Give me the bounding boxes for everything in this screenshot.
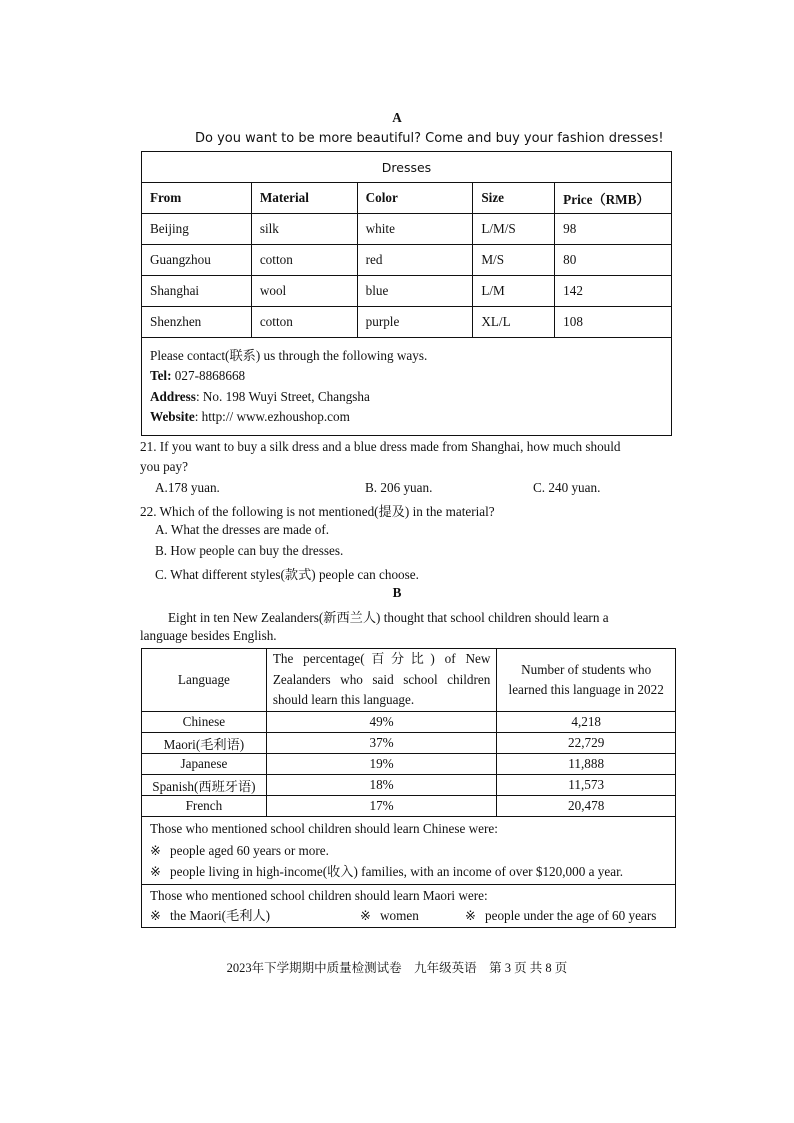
q21-option-c: C. 240 yuan.	[533, 480, 601, 495]
header-size: Size	[473, 183, 555, 214]
header-color: Color	[357, 183, 473, 214]
cell-students: 4,218	[497, 712, 676, 733]
cell-language: Chinese	[142, 712, 267, 733]
cell-color: red	[357, 245, 473, 276]
cell-language: Maori(毛利语)	[142, 733, 267, 754]
cell-language: Spanish(西班牙语)	[142, 775, 267, 796]
contact-website	[150, 407, 671, 428]
header-material: Material	[251, 183, 357, 214]
section-a-intro: Do you want to be more beautiful? Come and buy your fashion dresses!	[195, 131, 664, 146]
chinese-note-item-text: people living in high-income(收入) families, with an income of over $120,000 a year.	[170, 864, 624, 879]
q22-option-a: A. What the dresses are made of.	[155, 522, 330, 537]
website-value: : http:// www.ezhoushop.com	[194, 409, 350, 424]
cell-percentage: 37%	[266, 733, 497, 754]
reference-mark-icon: ※	[150, 907, 162, 923]
cell-students: 22,729	[497, 733, 676, 754]
dresses-title-row	[142, 152, 672, 183]
cell-price: 142	[555, 276, 672, 307]
cell-from: Guangzhou	[142, 245, 252, 276]
tel-label: Tel:	[150, 368, 172, 383]
header-percentage: The percentage(百分比) of New Zealanders who said school children should learn this language.	[266, 649, 497, 712]
maori-note-row	[142, 884, 676, 927]
contact-line: Please contact(联系) us through the following ways.	[150, 347, 428, 363]
cell-students: 11,888	[497, 754, 676, 775]
cell-color: blue	[357, 276, 473, 307]
q22-stem: 22. Which of the following is not mentioned(提及) in the material?	[140, 504, 495, 519]
website-label: Website	[150, 409, 195, 424]
table-row	[142, 245, 672, 276]
maori-note	[142, 884, 676, 927]
chinese-note-title: Those who mentioned school children should learn Chinese were:	[150, 821, 498, 836]
q22-option-b: B. How people can buy the dresses.	[155, 543, 344, 558]
q21-stem-cont: you pay?	[140, 459, 188, 474]
language-header-row	[142, 649, 676, 712]
section-a-letter: A	[392, 110, 402, 125]
header-price: Price（RMB）	[555, 183, 672, 214]
maori-note-item-text: people under the age of 60 years	[485, 907, 657, 923]
cell-percentage: 19%	[266, 754, 497, 775]
contact-row	[142, 338, 672, 436]
reference-mark-icon: ※	[150, 842, 162, 858]
cell-material: cotton	[251, 245, 357, 276]
maori-note-item	[150, 906, 270, 926]
contact-address	[150, 387, 671, 408]
cell-from: Shanghai	[142, 276, 252, 307]
reference-mark-icon: ※	[150, 864, 162, 879]
tel-value: 027-8868668	[171, 368, 246, 383]
cell-size: M/S	[473, 245, 555, 276]
chinese-note-item	[150, 840, 667, 862]
cell-from: Shenzhen	[142, 307, 252, 338]
q22-option-c: C. What different styles(款式) people can choose.	[155, 567, 419, 582]
reference-mark-icon: ※	[465, 907, 477, 923]
address-label: Address	[150, 388, 196, 404]
dresses-title: Dresses	[142, 152, 672, 183]
maori-note-item	[465, 906, 656, 926]
cell-size: XL/L	[473, 307, 555, 338]
table-row	[142, 775, 676, 796]
cell-size: L/M/S	[473, 214, 555, 245]
chinese-note-row	[142, 817, 676, 885]
header-from: From	[142, 183, 252, 214]
q21-stem: 21. If you want to buy a silk dress and a blue dress made from Shanghai, how much should	[140, 439, 621, 454]
cell-percentage: 18%	[266, 775, 497, 796]
contact-tel	[150, 366, 671, 387]
page-footer: 2023年下学期期中质量检测试卷 九年级英语 第 3 页 共 8 页	[226, 961, 568, 975]
maori-note-item	[360, 906, 419, 926]
table-row	[142, 796, 676, 817]
section-b-intro-1: Eight in ten New Zealanders(新西兰人) thought that school children should learn a	[168, 610, 609, 625]
cell-price: 80	[555, 245, 672, 276]
maori-note-items	[150, 906, 667, 926]
table-row	[142, 733, 676, 754]
cell-students: 11,573	[497, 775, 676, 796]
q21-option-a: A.178 yuan.	[155, 480, 220, 495]
cell-language: Japanese	[142, 754, 267, 775]
contact-block	[142, 338, 672, 436]
cell-students: 20,478	[497, 796, 676, 817]
table-row	[142, 712, 676, 733]
cell-material: silk	[251, 214, 357, 245]
cell-percentage: 17%	[266, 796, 497, 817]
q21-option-b: B. 206 yuan.	[365, 480, 433, 495]
section-b-letter: B	[392, 585, 402, 600]
language-table	[141, 648, 676, 928]
chinese-note	[142, 817, 676, 885]
table-row	[142, 214, 672, 245]
section-b-intro-2: language besides English.	[140, 628, 277, 643]
cell-color: purple	[357, 307, 473, 338]
header-language: Language	[142, 649, 267, 712]
cell-price: 98	[555, 214, 672, 245]
cell-material: cotton	[251, 307, 357, 338]
cell-from: Beijing	[142, 214, 252, 245]
dresses-table	[141, 151, 672, 436]
header-students: Number of students who learned this language in 2022	[497, 649, 676, 712]
dresses-header-row	[142, 183, 672, 214]
cell-percentage: 49%	[266, 712, 497, 733]
reference-mark-icon: ※	[360, 907, 372, 923]
maori-note-item-text: the Maori(毛利人)	[170, 907, 270, 923]
address-value: : No. 198 Wuyi Street, Changsha	[195, 388, 370, 404]
maori-note-title: Those who mentioned school children should learn Maori were:	[150, 887, 488, 903]
cell-price: 108	[555, 307, 672, 338]
table-row	[142, 754, 676, 775]
maori-note-item-text: women	[380, 907, 419, 923]
table-row	[142, 276, 672, 307]
cell-material: wool	[251, 276, 357, 307]
chinese-note-item-text: people aged 60 years or more.	[170, 842, 329, 858]
cell-size: L/M	[473, 276, 555, 307]
cell-language: French	[142, 796, 267, 817]
table-row	[142, 307, 672, 338]
chinese-note-item	[150, 861, 667, 883]
cell-color: white	[357, 214, 473, 245]
